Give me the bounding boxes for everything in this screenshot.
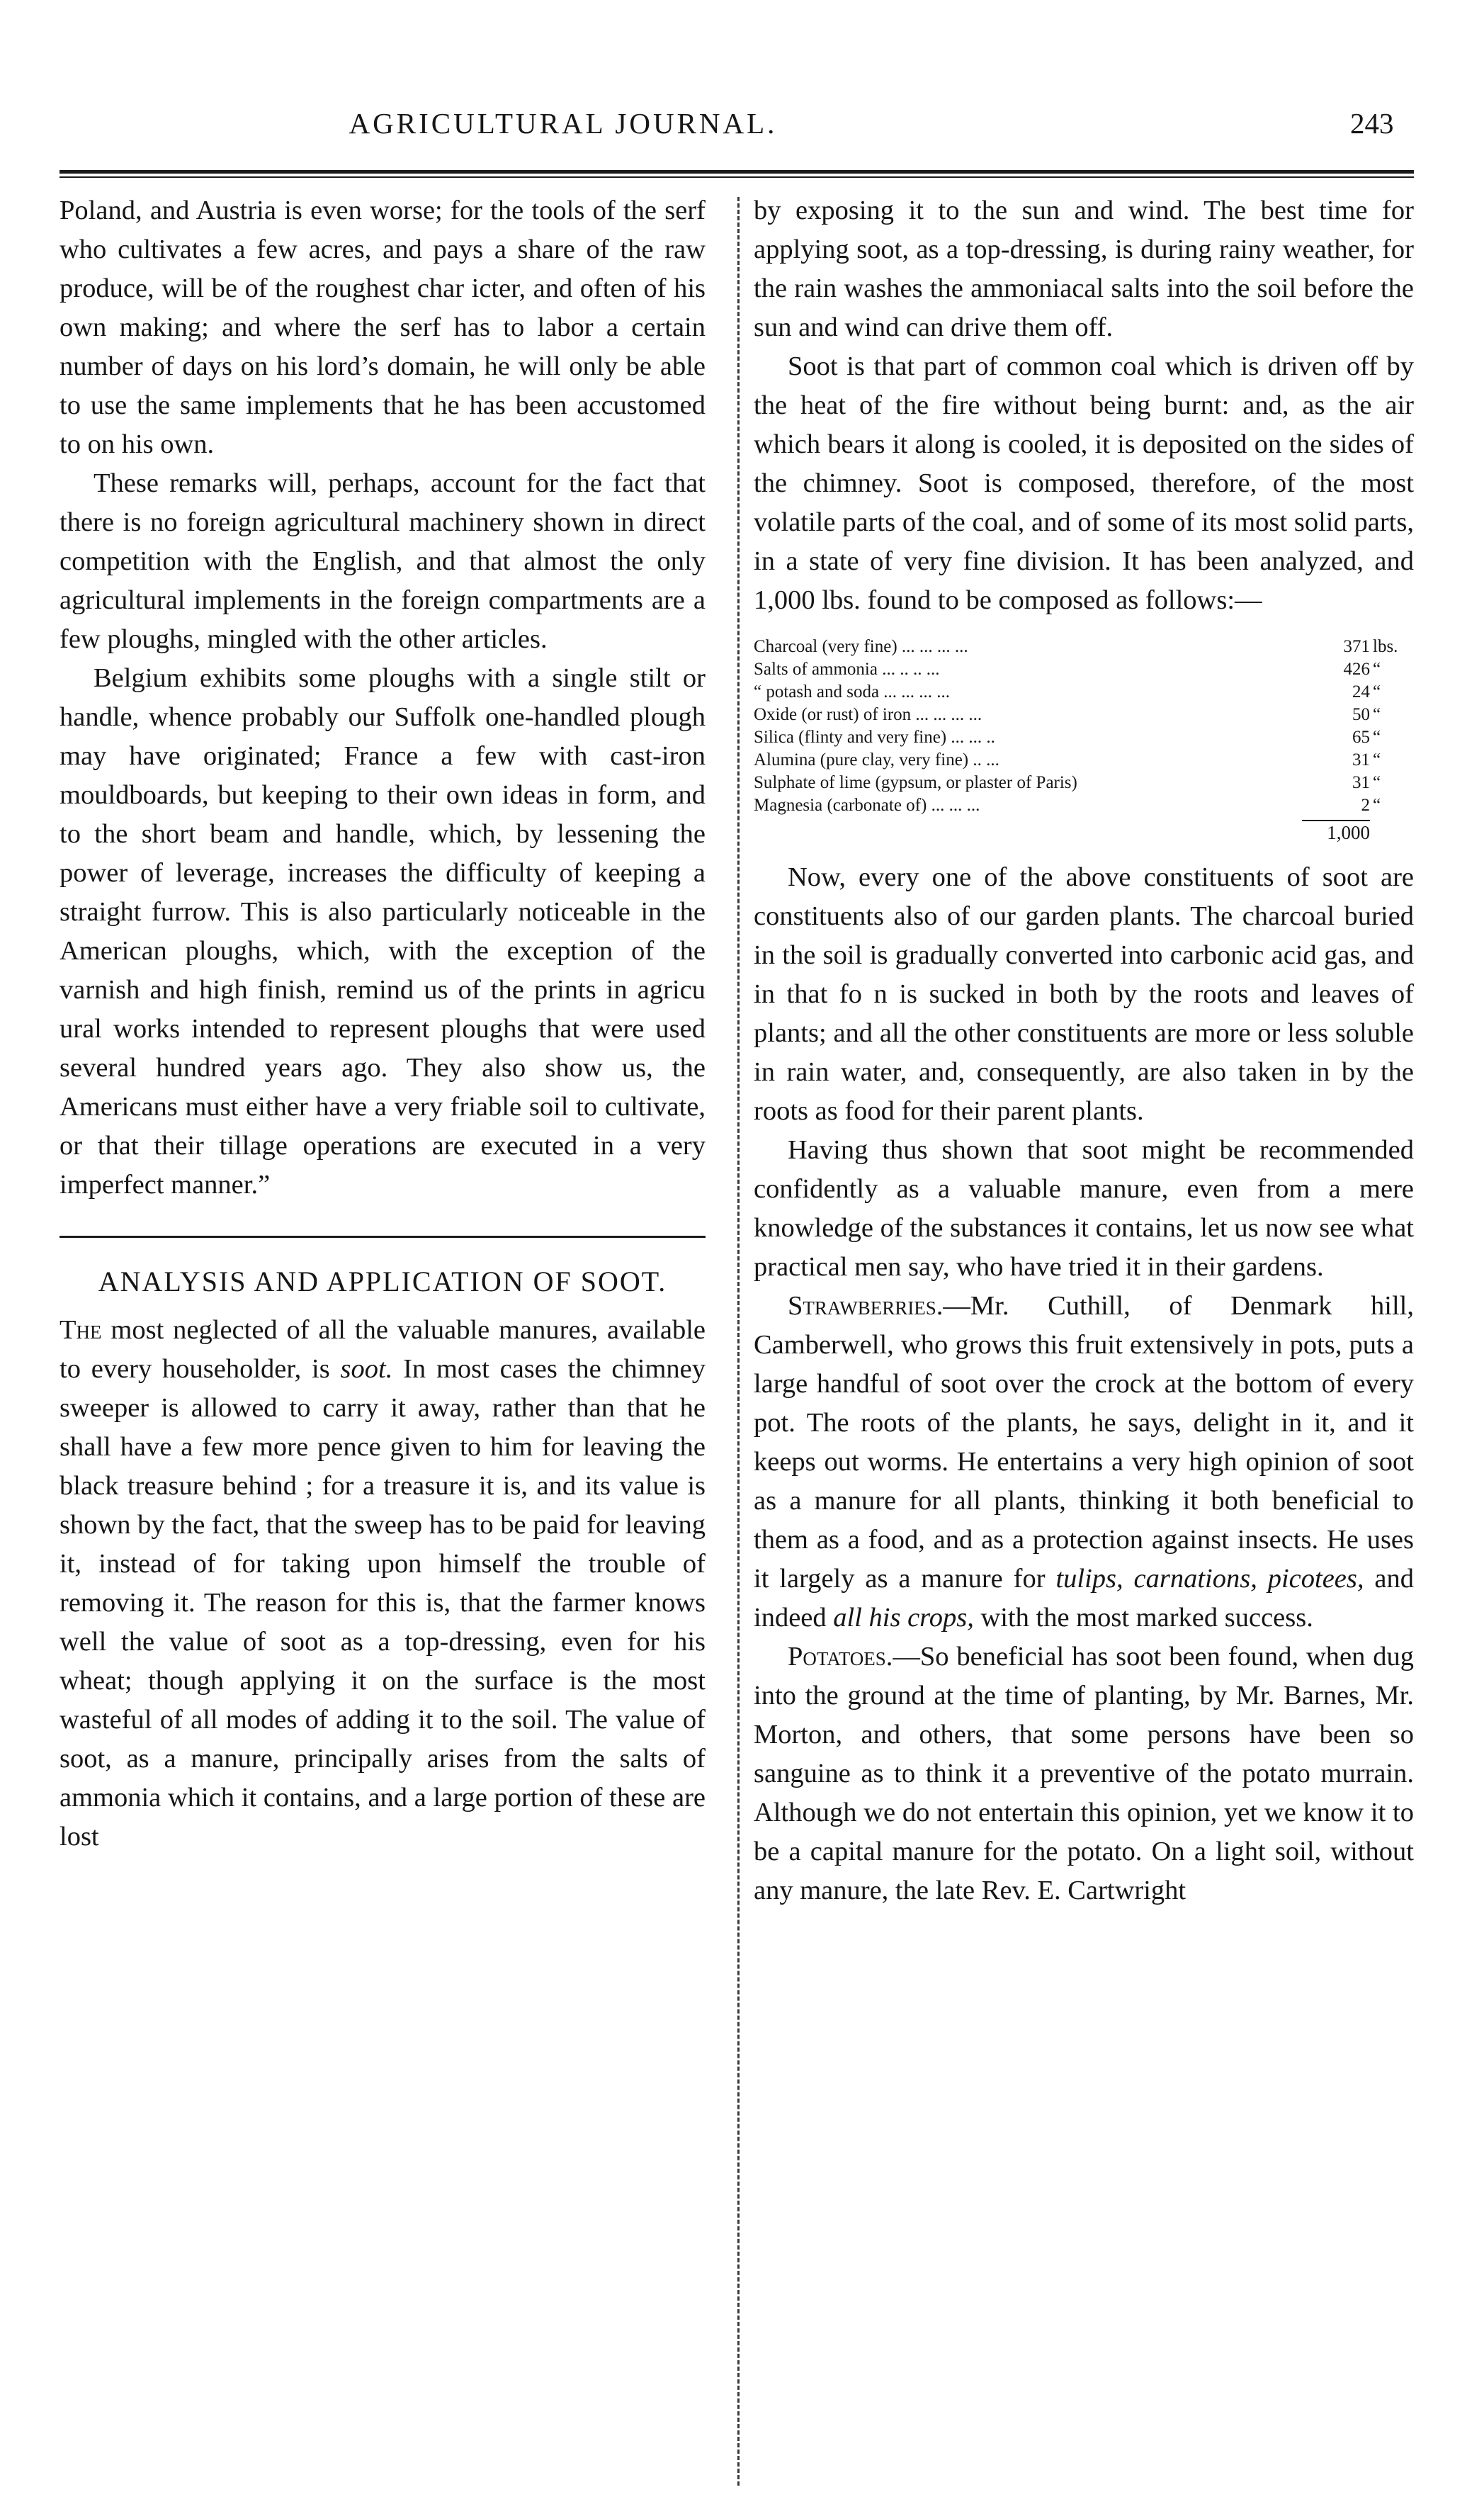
emphasis: soot. — [340, 1354, 393, 1384]
row-label: Charcoal (very fine) ... ... ... ... — [754, 637, 968, 656]
row-amount: 371 — [1343, 637, 1370, 656]
row-amount: 50 — [1352, 705, 1370, 724]
table-row — [754, 726, 1414, 749]
row-unit: lbs. — [1373, 637, 1398, 656]
row-unit: “ — [1373, 728, 1381, 747]
row-amount: 426 — [1343, 660, 1370, 679]
header-rule-thin — [60, 176, 1414, 178]
row-label: Sulphate of lime (gypsum, or plaster of Paris) — [754, 773, 1077, 792]
row-label: Silica (flinty and very fine) ... ... .. — [754, 728, 995, 747]
row-amount: 31 — [1352, 750, 1370, 770]
paragraph: Poland, and Austria is even worse; for the tools of the serf who cultivates a few acres, and pays a share of the raw produce, will be of the roughest char icter, and often of his own making; and where the serf has to labor a certain number of days on his lord’s domain, he will only be able to use the same implements that he has been accustomed to on his own. — [60, 196, 706, 459]
right-column — [754, 191, 1414, 1910]
emphasis: all his crops, — [833, 1603, 974, 1633]
row-unit: “ — [1373, 773, 1381, 792]
table-total-row — [754, 821, 1414, 847]
page-header — [0, 106, 1484, 156]
row-amount: 65 — [1352, 728, 1370, 747]
row-label: “ potash and soda ... ... ... ... — [754, 682, 951, 701]
row-amount: 31 — [1352, 773, 1370, 792]
table-row — [754, 772, 1414, 794]
column-divider — [737, 197, 740, 2486]
table-total: 1,000 — [1327, 822, 1370, 843]
row-unit: “ — [1373, 682, 1381, 701]
section-divider — [60, 1236, 706, 1238]
lead-word: The — [60, 1315, 102, 1345]
row-label: Alumina (pure clay, very fine) .. ... — [754, 750, 999, 770]
paragraph: Soot is that part of common coal which is driven off by the heat of the fire without being burnt: and, as the air which bears it along is cooled, it is deposited on the sides of the chimney. Soot is composed, therefore, of the most volatile parts of the coal, and of some of its most solid parts, in a state of very fine division. It has been analyzed, and 1,000 lbs. found to be composed as follows:— — [754, 351, 1414, 615]
paragraph: Having thus shown that soot might be recommended confidently as a valuable manure, even from a mere knowledge of the substances it contains, let us now see what practical men say, who have tried it in their gardens. — [754, 1135, 1414, 1282]
section-title: ANALYSIS AND APPLICATION OF SOOT. — [98, 1266, 667, 1297]
soot-composition-table — [754, 636, 1414, 847]
table-row — [754, 681, 1414, 704]
paragraph-text: —Mr. Cuthill, of Denmark hill, Camberwell, who grows this fruit extensively in pots, puts a large handful of soot over the crock at the bottom of every pot. The roots of the plants, he says, delight in it, and it keeps out worms. He entertains a very high opinion of soot as a manure for all plants, thinking it both beneficial to them as a food, and as a protection against insects. He uses it largely as a manure for — [754, 1291, 1414, 1594]
row-amount: 24 — [1352, 682, 1370, 701]
paragraph: by exposing it to the sun and wind. The best time for applying soot, as a top-dressing, is during rainy weather, for the rain washes the ammoniacal salts into the soil before the sun and wind can drive them off. — [754, 196, 1414, 342]
lead-word: Strawberries. — [788, 1291, 944, 1321]
running-title: AGRICULTURAL JOURNAL. — [349, 107, 778, 140]
paragraph — [754, 1287, 1414, 1638]
row-label: Oxide (or rust) of iron ... ... ... ... — [754, 705, 982, 724]
header-rule — [60, 170, 1414, 174]
row-unit: “ — [1373, 796, 1381, 815]
row-unit: “ — [1373, 705, 1381, 724]
row-label: Salts of ammonia ... .. .. ... — [754, 660, 940, 679]
table-row — [754, 636, 1414, 658]
paragraph: Now, every one of the above constituents of soot are constituents also of our garden plants. The charcoal buried in the soil is gradually converted into carbonic acid gas, and in that fo n is sucked in both by the roots and leaves of plants; and all the other constituents are more or less soluble in rain water, and, consequently, are also taken in by the roots as food for their parent plants. — [754, 862, 1414, 1126]
paragraph — [60, 1311, 706, 1856]
paragraph: Belgium exhibits some ploughs with a single stilt or handle, whence probably our Suffolk one-handled plough may have originated; France a few with cast-iron mouldboards, but keeping to their own ideas in form, and to the short beam and handle, which, by lessening the power of leverage, increases the difficulty of keeping a straight furrow. This is also particularly noticeable in the American ploughs, which, with the exception of the varnish and high finish, remind us of the prints in agricu ural works intended to represent ploughs that were used several hundred years ago. They also show us, the Americans must either have a very friable soil to cultivate, or that their tillage operations are executed in a very imperfect manner.” — [60, 663, 706, 1200]
row-unit: “ — [1373, 660, 1381, 679]
paragraph-text: and indeed — [754, 1564, 1414, 1633]
row-label: Magnesia (carbonate of) ... ... ... — [754, 796, 980, 815]
paragraph: These remarks will, perhaps, account for the fact that there is no foreign agricultural machinery shown in direct competition with the English, and that almost the only agricultural implements in the foreign compartments are a few ploughs, mingled with the other articles. — [60, 468, 706, 654]
lead-word: Potatoes. — [788, 1642, 893, 1672]
paragraph-text: with the most marked success. — [973, 1603, 1313, 1633]
paragraph — [754, 1638, 1414, 1910]
table-row — [754, 794, 1414, 817]
paragraph-text: most neglected of all the valuable manures, available to every householder, is — [60, 1315, 706, 1384]
row-amount: 2 — [1361, 796, 1370, 815]
table-row — [754, 658, 1414, 681]
page-number: 243 — [1350, 107, 1394, 140]
paragraph-text: In most cases the chimney sweeper is allowed to carry it away, rather than that he shall have a few more pence given to him for leaving the black treasure behind ; for a treasure it is, and its value is shown by the fact, that the sweep has to be paid for leaving it, instead of for taking upon himself the trouble of removing it. The reason for this is, that the farmer knows well the value of soot as a top-dressing, even for his wheat; though applying it on the surface is the most wasteful of all modes of adding it to the soil. The value of soot, as a manure, principally arises from the salts of ammonia which it contains, and a large portion of these are lost — [60, 1354, 706, 1851]
paragraph-text: —So beneficial has soot been found, when dug into the ground at the time of planting, by Mr. Barnes, Mr. Morton, and others, that some persons have been so sanguine as to think it a preventive of the potato murrain. Although we do not entertain this opinion, yet we know it to be a capital manure for the potato. On a light soil, without any manure, the late Rev. E. Cartwright — [754, 1642, 1414, 1905]
left-column — [60, 191, 706, 1856]
table-row — [754, 704, 1414, 726]
table-row — [754, 749, 1414, 772]
row-unit: “ — [1373, 750, 1381, 770]
emphasis: tulips, carnations, picotees, — [1055, 1564, 1364, 1594]
